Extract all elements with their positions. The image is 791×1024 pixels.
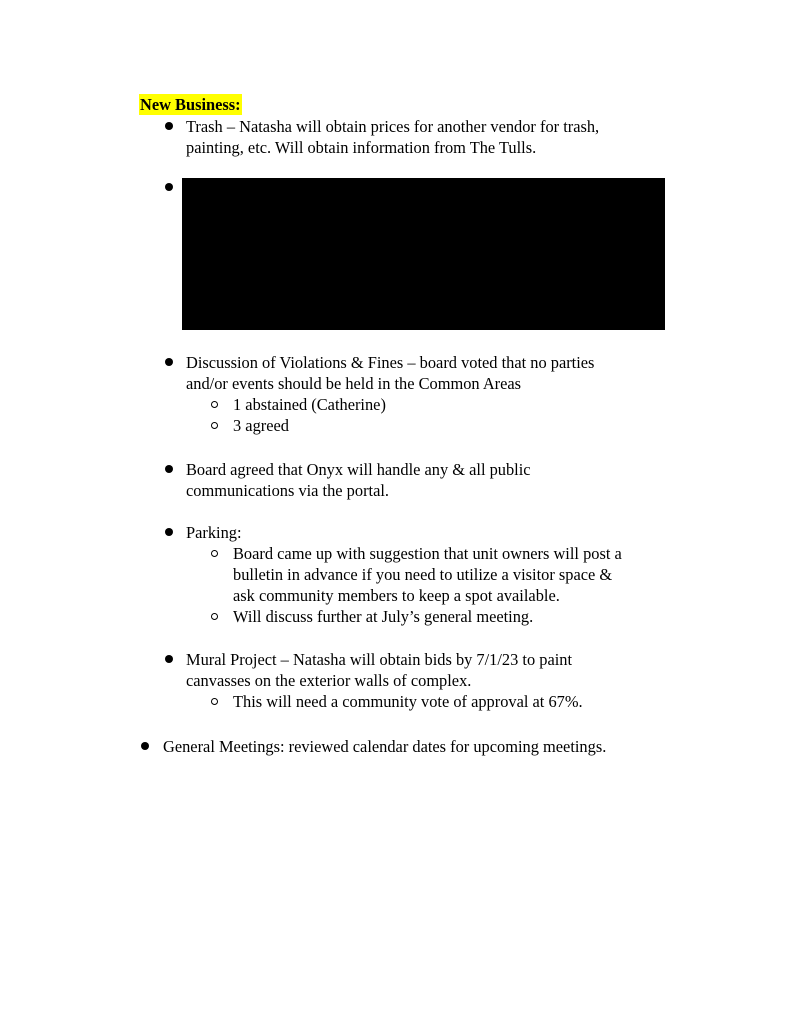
bullet-icon [165,358,173,366]
sub-bullet-icon [211,550,218,557]
onyx-item-line-1: Board agreed that Onyx will handle any & all public [186,460,531,479]
trash-item-line-2: painting, etc. Will obtain information from The Tulls. [186,138,537,157]
bullet-icon [165,655,173,663]
violations-item-line-1: Discussion of Violations & Fines – board voted that no parties [186,353,595,372]
bullet-icon [165,528,173,536]
violations-sub-1: 1 abstained (Catherine) [233,395,386,414]
sub-bullet-icon [211,401,218,408]
mural-item-line-1: Mural Project – Natasha will obtain bids by 7/1/23 to paint [186,650,573,669]
bullet-icon [165,465,173,473]
redacted-block [182,178,665,330]
section-heading-new-business: New Business: [140,95,241,114]
trash-item-line-1: Trash – Natasha will obtain prices for another vendor for trash, [186,117,600,136]
parking-sub-1-line-3: ask community members to keep a spot available. [233,586,560,605]
mural-item-line-2: canvasses on the exterior walls of complex. [186,671,472,690]
onyx-item-line-2: communications via the portal. [186,481,390,500]
general-meetings-item: General Meetings: reviewed calendar dates for upcoming meetings. [163,737,607,756]
sub-bullet-icon [211,613,218,620]
parking-item-line-1: Parking: [186,523,242,542]
bullet-icon [165,122,173,130]
bullet-icon [141,742,149,750]
sub-bullet-icon [211,698,218,705]
parking-sub-2: Will discuss further at July’s general meeting. [233,607,534,626]
sub-bullet-icon [211,422,218,429]
bullet-icon [165,183,173,191]
violations-sub-2: 3 agreed [233,416,289,435]
violations-item-line-2: and/or events should be held in the Common Areas [186,374,522,393]
mural-sub-1: This will need a community vote of approval at 67%. [233,692,583,711]
parking-sub-1-line-1: Board came up with suggestion that unit owners will post a [233,544,622,563]
parking-sub-1-line-2: bulletin in advance if you need to utilize a visitor space & [233,565,613,584]
